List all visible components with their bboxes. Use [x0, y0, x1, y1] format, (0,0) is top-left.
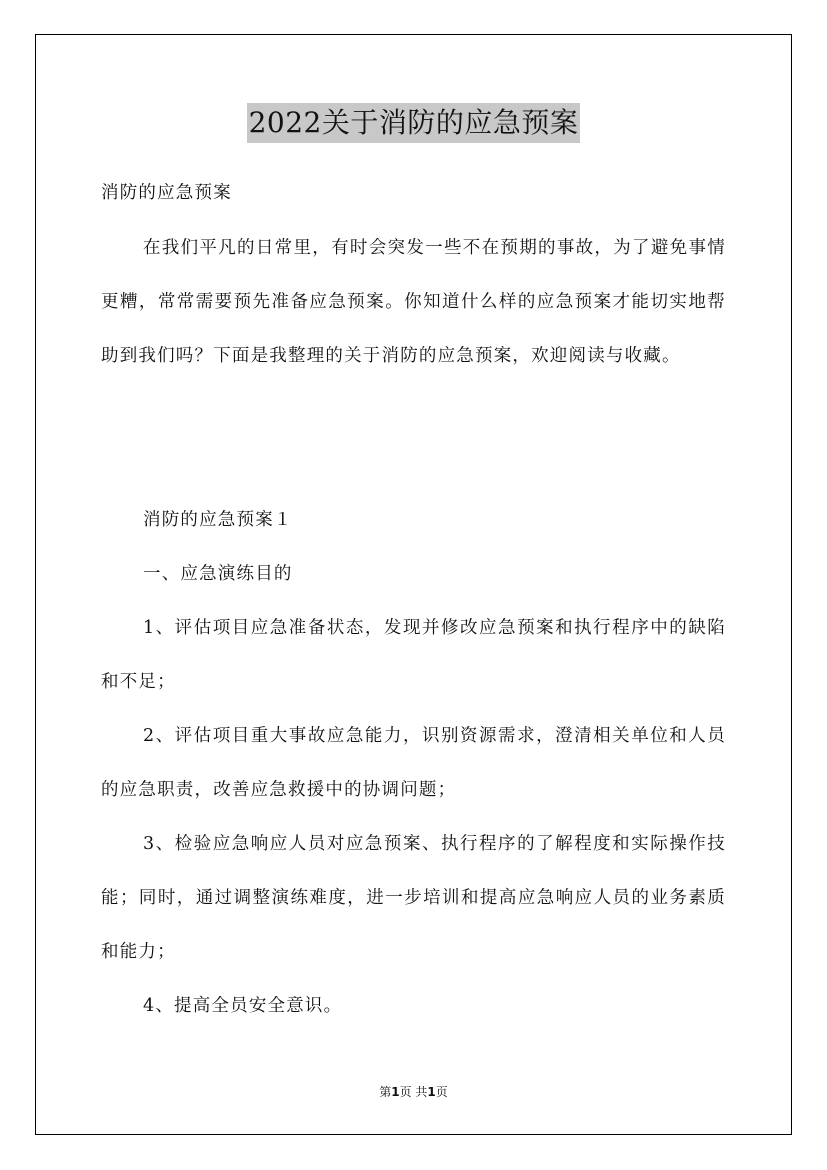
page-total: 1 — [427, 1085, 436, 1099]
page-prefix: 第 — [379, 1085, 392, 1099]
title-container — [0, 103, 827, 143]
item-heading: 一、应急演练目的 — [143, 564, 293, 584]
page-suffix: 页 — [435, 1085, 448, 1099]
list-item: 4、提高全员安全意识。 — [143, 996, 343, 1016]
document-title: 2022关于消防的应急预案 — [247, 103, 581, 143]
intro-paragraph: 在我们平凡的日常里，有时会突发一些不在预期的事故，为了避免事情更糟，常常需要预先准备应急预案。你知道什么样的应急预案才能切实地帮助到我们吗？下面是我整理的关于消防的应急预案，欢迎阅读与收藏。 — [101, 238, 726, 366]
page-number: 1 — [391, 1085, 400, 1099]
page-footer — [0, 1083, 827, 1100]
list-item: 2、评估项目重大事故应急能力，识别资源需求，澄清相关单位和人员的应急职责，改善应急救援中的协调问题； — [101, 726, 726, 800]
section-heading: 消防的应急预案１ — [143, 510, 293, 530]
page-mid: 页 共 — [399, 1085, 428, 1099]
list-item: 3、检验应急响应人员对应急预案、执行程序的了解程度和实际操作技能；同时，通过调整演练难度，进一步培训和提高应急响应人员的业务素质和能力； — [101, 834, 726, 962]
document-subtitle: 消防的应急预案 — [101, 183, 232, 203]
list-item: 1、评估项目应急准备状态，发现并修改应急预案和执行程序中的缺陷和不足； — [101, 618, 726, 692]
